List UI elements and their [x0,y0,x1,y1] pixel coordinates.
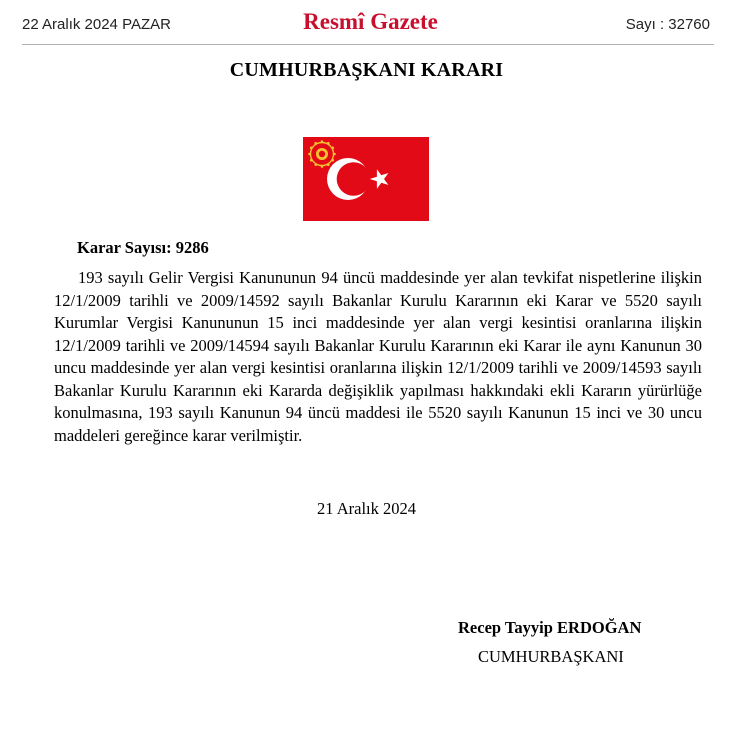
signatory-first-names: Recep Tayyip [458,618,553,637]
decree-number: Karar Sayısı: 9286 [77,238,209,257]
turkish-flag-icon [303,137,429,221]
publication-title: Resmî Gazete [303,9,438,34]
signatory-name [458,618,641,638]
decree-title: CUMHURBAŞKANI KARARI [229,59,504,81]
signatory-surname: ERDOĞAN [557,618,642,637]
decree-date: 21 Aralık 2024 [317,499,416,518]
decree-body: 193 sayılı Gelir Vergisi Kanununun 94 üncü maddesinde yer alan tevkifat nispetlerine ilişkin 12/1/2009 tarihli ve 2009/14592 sayılı Bakanlar Kurulu Kararının eki Karar ve 5520 sayılı Kurumlar Vergisi Kanununun 15 inci maddesinde yer alan vergi kesintisi oranlarına ilişkin 12/1/2009 tarihli ve 2009/14594 sayılı Bakanlar Kurulu Kararının eki Karar ile aynı Kanunun 30 uncu maddesinde yer alan vergi kesintisi oranlarına ilişkin 12/1/2009 tarihli ve 2009/14593 sayılı Bakanlar Kurulu Kararının eki Kararda değişiklik yapılması hakkındaki ekli Kararın yürürlüğe konulmasına, 193 sayılı Kanunun 94 üncü maddesi ile 5520 sayılı Kanunun 15 inci ve 30 uncu maddeleri gereğince karar verilmiştir. [54,268,702,445]
header-divider [22,44,714,45]
issue-number: Sayı : 32760 [625,16,710,33]
header-date: 22 Aralık 2024 PAZAR [22,16,171,33]
signatory-title: CUMHURBAŞKANI [478,647,624,666]
